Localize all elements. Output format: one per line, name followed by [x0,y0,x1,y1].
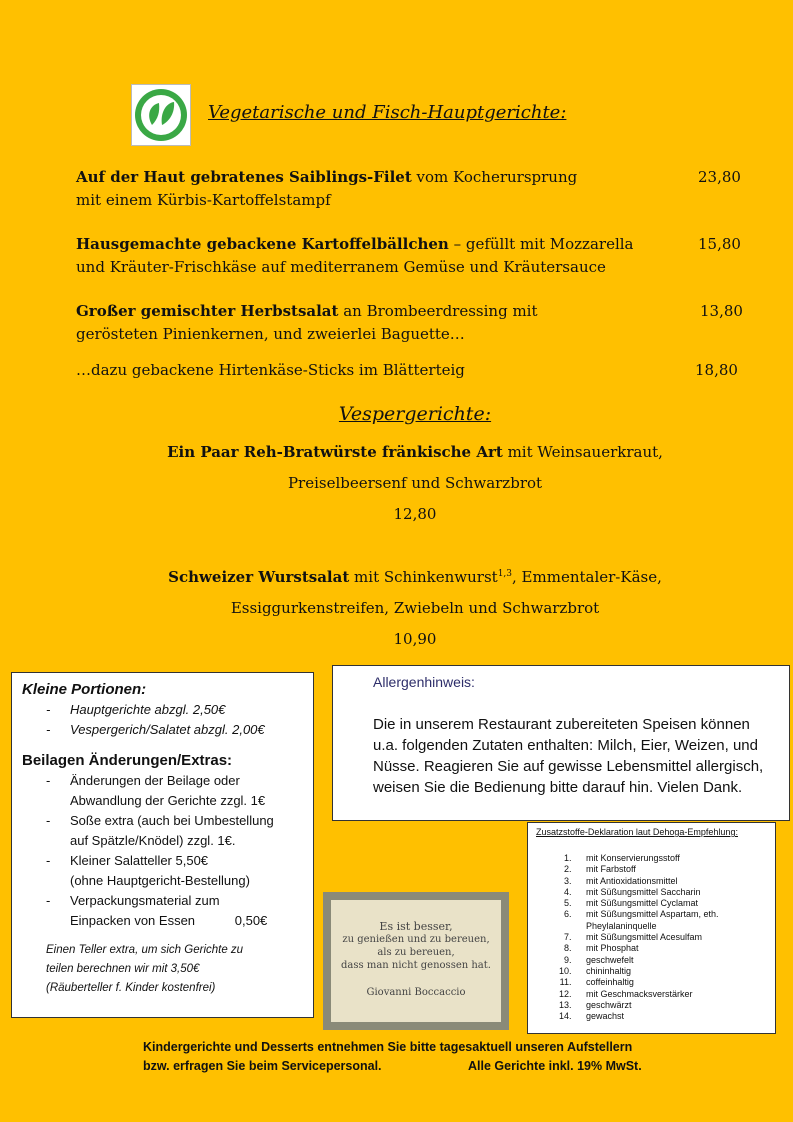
dish-price: 13,80 [700,302,743,320]
dish-description: gerösteten Pinienkernen, und zweierlei Baguette… [76,325,465,343]
extra-plate-note [22,941,303,998]
quote-line: als zu bereuen, [377,947,455,958]
allergy-text: Die in unserem Restaurant zubereiteten Speisen können u.a. folgenden Zutaten enthalten: Milch, Eier, Weizen, und Nüsse. Reagieren Sie auf gewisse Lebensmittel allergisch, weisen Sie die Bedienung bitte darauf hin. Vielen Dank. [373,716,764,796]
footnote-ref: 1,3 [497,569,513,579]
dish-price: 23,80 [698,168,741,186]
vat-note: Alle Gerichte inkl. 19% MwSt. [468,1059,642,1073]
dish-item [76,233,666,279]
dish-description: an Brombeerdressing mit [338,302,538,320]
vesper-item [0,437,793,530]
dish-description: vom Kocherursprung [411,168,578,186]
dish-description: – gefüllt mit Mozzarella [448,235,634,253]
extras-list [22,771,303,931]
dish-description: mit Weinsauerkraut, [502,443,663,461]
list-item: 2. mit Farbstoff [574,864,767,875]
list-item: 3. mit Antioxidationsmittel [574,876,767,887]
dish-name: Auf der Haut gebratenes Saiblings-Filet [76,168,412,186]
dish-price: 12,80 [393,505,437,523]
list-item-line: Abwandlung der Gerichte zzgl. 1€ [70,793,266,808]
footer-line: Kindergerichte und Desserts entnehmen Sie bitte tagesaktuell unseren Aufstellern [143,1040,633,1054]
footer-line [143,1057,642,1076]
list-item-line: Verpackungsmaterial zum [70,893,220,908]
dish-name: Hausgemachte gebackene Kartoffelbällchen [76,235,449,253]
list-item [22,851,303,891]
dish-name: Großer gemischter Herbstsalat [76,302,339,320]
list-item: 13. geschwärzt [574,1000,767,1011]
dish-price: 18,80 [695,361,738,379]
list-item-line: Änderungen der Beilage oder [70,773,240,788]
additives-list [536,853,767,1022]
section-title-vesper: Vespergerichte: [338,403,492,425]
list-item [22,891,303,931]
dish-description: und Kräuter-Frischkäse auf mediterranem Gemüse und Kräutersauce [76,258,606,276]
list-item: 5. mit Süßungsmittel Cyclamat [574,898,767,909]
list-item: - Vespergerich/Salatet abzgl. 2,00€ [22,720,303,740]
dish-item [76,166,666,212]
quote-line: zu genießen und zu bereuen, [342,934,490,945]
quote-paper [331,900,501,1022]
additives-heading: Zusatzstoffe-Deklaration laut Dehoga-Empfehlung: [536,827,738,837]
list-item: 10. chininhaltig [574,966,767,977]
list-item: 11. coffeinhaltig [574,977,767,988]
list-item-line: (ohne Hauptgericht-Bestellung) [70,873,250,888]
dish-price: 10,90 [393,630,437,648]
quote-author: Giovanni Boccaccio [366,987,466,998]
additives-declaration-box [527,822,776,1034]
list-item-line: auf Spätzle/Knödel) zzgl. 1€. [70,833,236,848]
list-item: 6. mit Süßungsmittel Aspartam, eth. Pheylalaninquelle [574,909,767,932]
note-line: teilen berechnen wir mit 3,50€ [46,963,200,975]
vesper-item [0,559,793,655]
list-item: 7. mit Süßungsmittel Acesulfam [574,932,767,943]
allergy-notice-box [332,665,790,821]
quote-image [323,892,509,1030]
dish-description: Essiggurkenstreifen, Zwiebeln und Schwarzbrot [230,599,600,617]
list-item: 9. geschwefelt [574,955,767,966]
portions-list [22,700,303,740]
note-line: Einen Teller extra, um sich Gerichte zu [46,944,244,956]
list-item: 8. mit Phosphat [574,943,767,954]
note-line: (Räuberteller f. Kinder kostenfrei) [46,982,216,994]
list-item: 12. mit Geschmacksverstärker [574,989,767,1000]
list-item: 4. mit Süßungsmittel Saccharin [574,887,767,898]
list-item-line: Einpacken von Essen 0,50€ [70,913,268,928]
dish-item [76,300,666,346]
portions-extras-box [11,672,314,1018]
list-item [22,771,303,811]
section-title-vegetarian-fish: Vegetarische und Fisch-Hauptgerichte: [208,102,567,123]
dish-extra: …dazu gebackene Hirtenkäse-Sticks im Blätterteig [76,361,465,379]
small-portions-title: Kleine Portionen: [22,681,147,698]
allergy-heading: Allergenhinweis: [373,674,475,690]
list-item-line: Kleiner Salatteller 5,50€ [70,853,209,868]
footer-note [143,1038,642,1076]
dish-name: Schweizer Wurstsalat [168,568,350,586]
quote-line: dass man nicht genossen hat. [341,960,491,971]
dish-name: Ein Paar Reh-Bratwürste fränkische Art [167,443,503,461]
dish-description: Preiselbeersenf und Schwarzbrot [287,474,543,492]
dish-price: 15,80 [698,235,741,253]
quote-line: Es ist besser, [379,920,453,933]
dish-description: mit einem Kürbis-Kartoffelstampf [76,191,331,209]
list-item: - Hauptgerichte abzgl. 2,50€ [22,700,303,720]
list-item: 14. gewachst [574,1011,767,1022]
list-item-line: Soße extra (auch bei Umbestellung [70,813,274,828]
extras-title: Beilagen Änderungen/Extras: [22,752,233,769]
vegetarian-logo [131,84,191,146]
list-item: 1. mit Konservierungsstoff [574,853,767,864]
dish-description: , Emmentaler-Käse, [512,568,662,586]
list-item [22,811,303,851]
dish-description: mit Schinkenwurst [349,568,498,586]
footer-line-text: bzw. erfragen Sie beim Servicepersonal. [143,1059,382,1073]
